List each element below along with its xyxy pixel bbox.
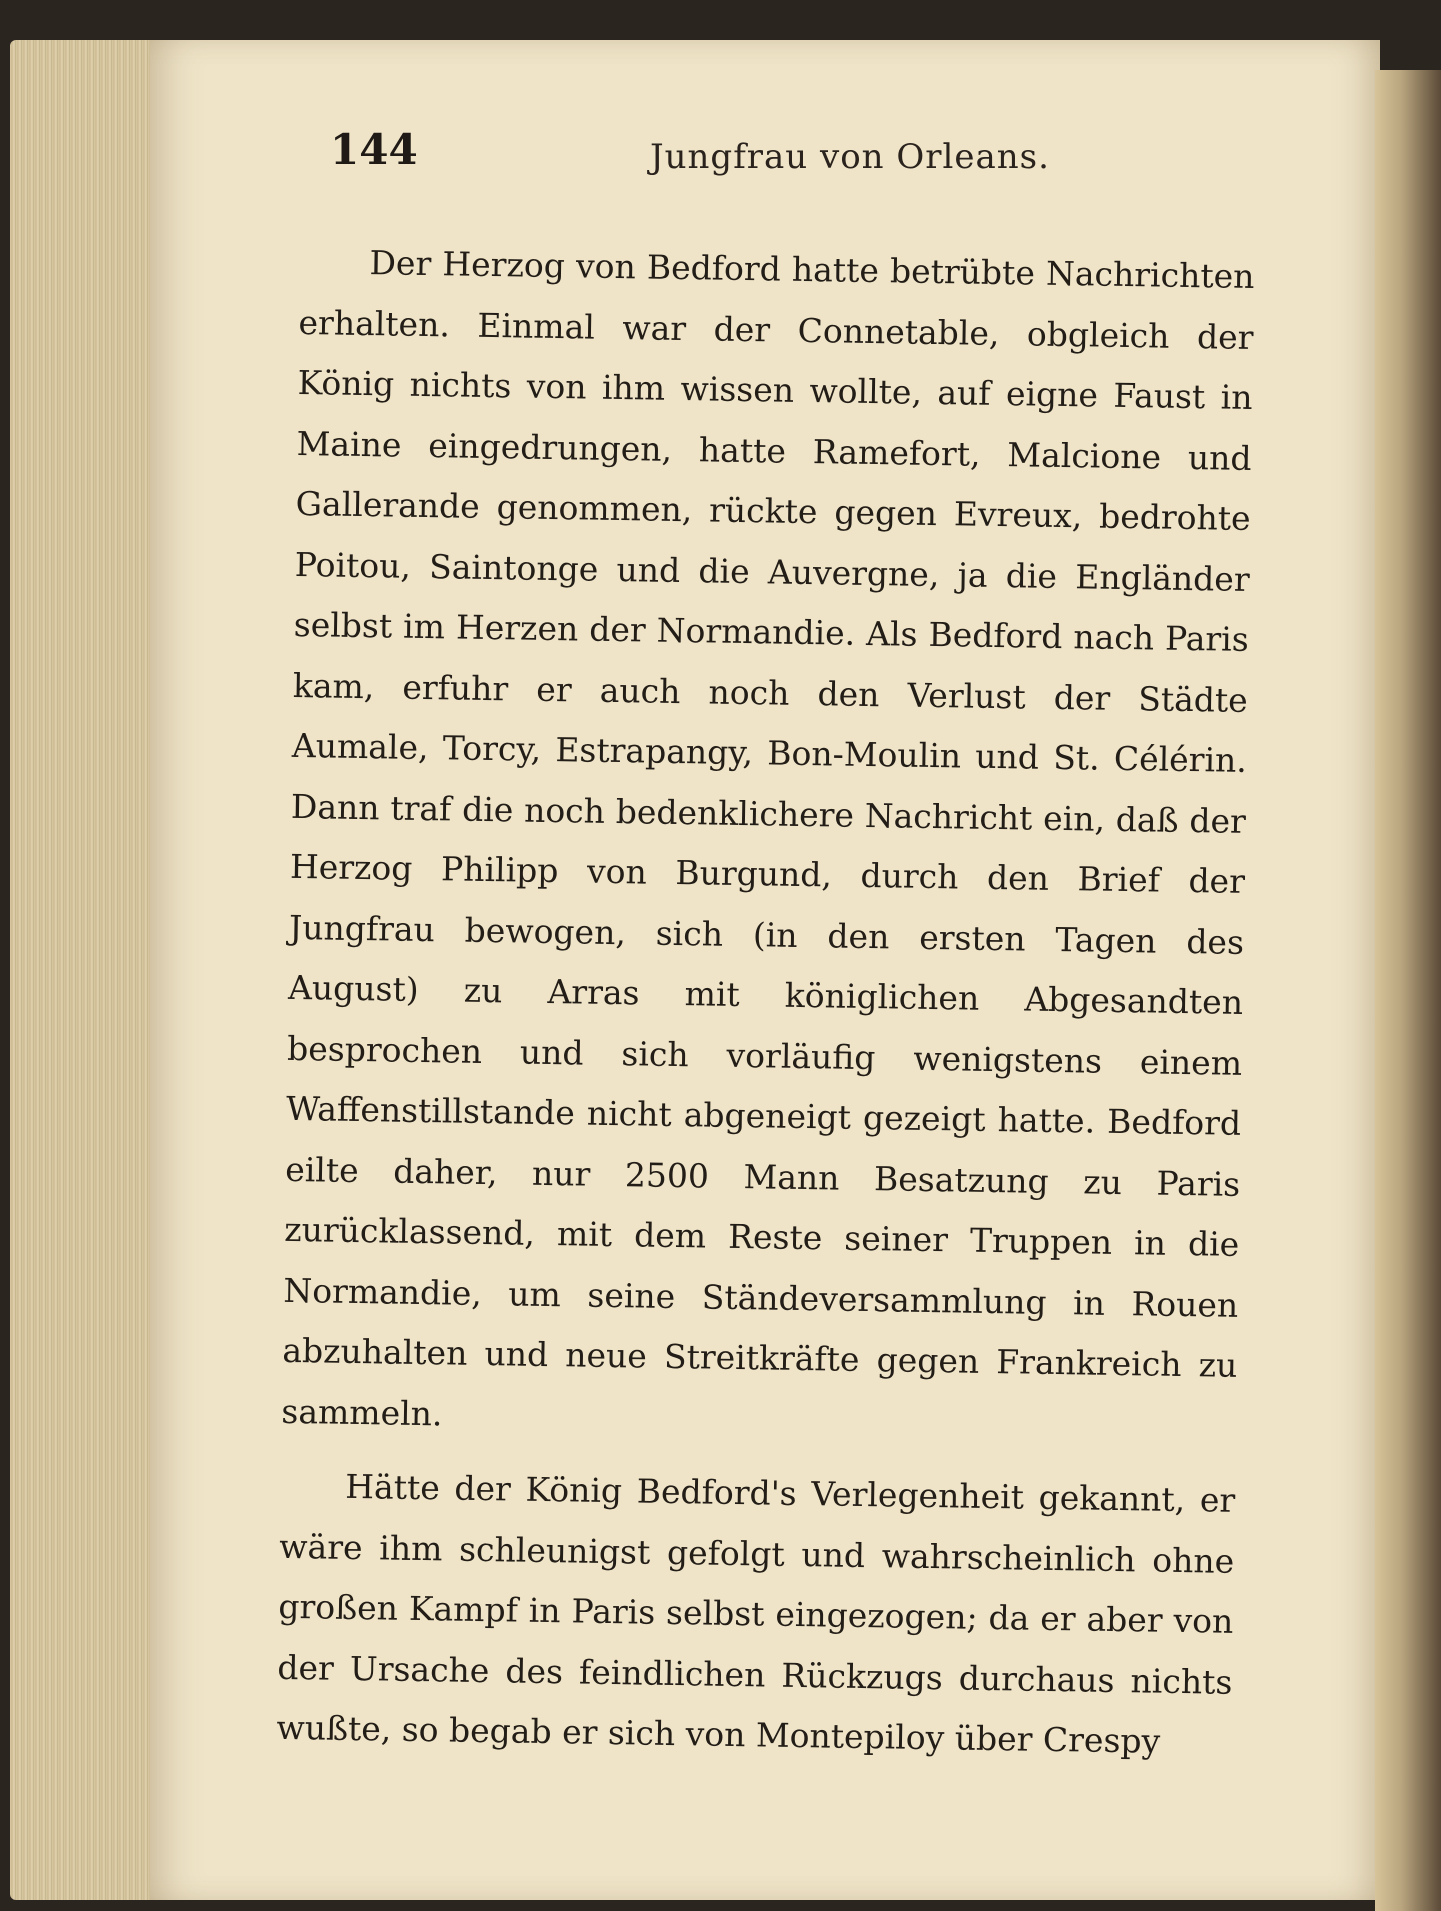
paragraph: Der Herzog von Bedford hatte betrübte Nachrichten erhalten. Einmal war der Connetable, obgleich der König nichts von ihm wissen wollte, auf eigne Faust in Maine eingedrungen, hatte Ramefort, Malcione und Gallerande genommen, rückte gegen Evreux, bedrohte Poitou, Saintonge und die Auvergne, ja die Engländer selbst im Herzen der Normandie. Als Bedford nach Paris kam, erfuhr er auch noch den Verlust der Städte Aumale, Torcy, Estrapangy, Bon-Moulin und St. Célérin. Dann traf die noch bedenklichere Nachricht ein, daß der Herzog Philipp von Burgund, durch den Brief der Jungfrau bewogen, sich (in den ersten Tagen des August) zu Arras mit königlichen Abgesandten besprochen und sich vorläufig wenigstens einem Waffenstillstande nicht abgeneigt gezeigt hatte. Bedford eilte daher, nur 2500 Mann Besatzung zu Paris zurücklassend, mit dem Reste seiner Truppen in die Normandie, um seine Ständeversammlung in Rouen abzuhalten und neue Streitkräfte gegen Frankreich zu sammeln. <box>281 243 1255 1433</box>
body-text <box>276 232 1255 1787</box>
paragraph: Hätte der König Bedford's Verlegenheit gekannt, er wäre ihm schleunigst gefolgt und wahrscheinlich ohne großen Kampf in Paris selbst eingezogen; da er aber von der Ursache des feindlichen Rückzugs durchaus nichts wußte, so begab er sich von Montepiloy über Crespy <box>276 1466 1236 1761</box>
running-head <box>330 125 1330 185</box>
running-title: Jungfrau von Orleans. <box>650 137 1050 177</box>
next-page-edge <box>1375 70 1441 1911</box>
page-number: 144 <box>330 125 418 174</box>
page-edges <box>10 40 160 1900</box>
